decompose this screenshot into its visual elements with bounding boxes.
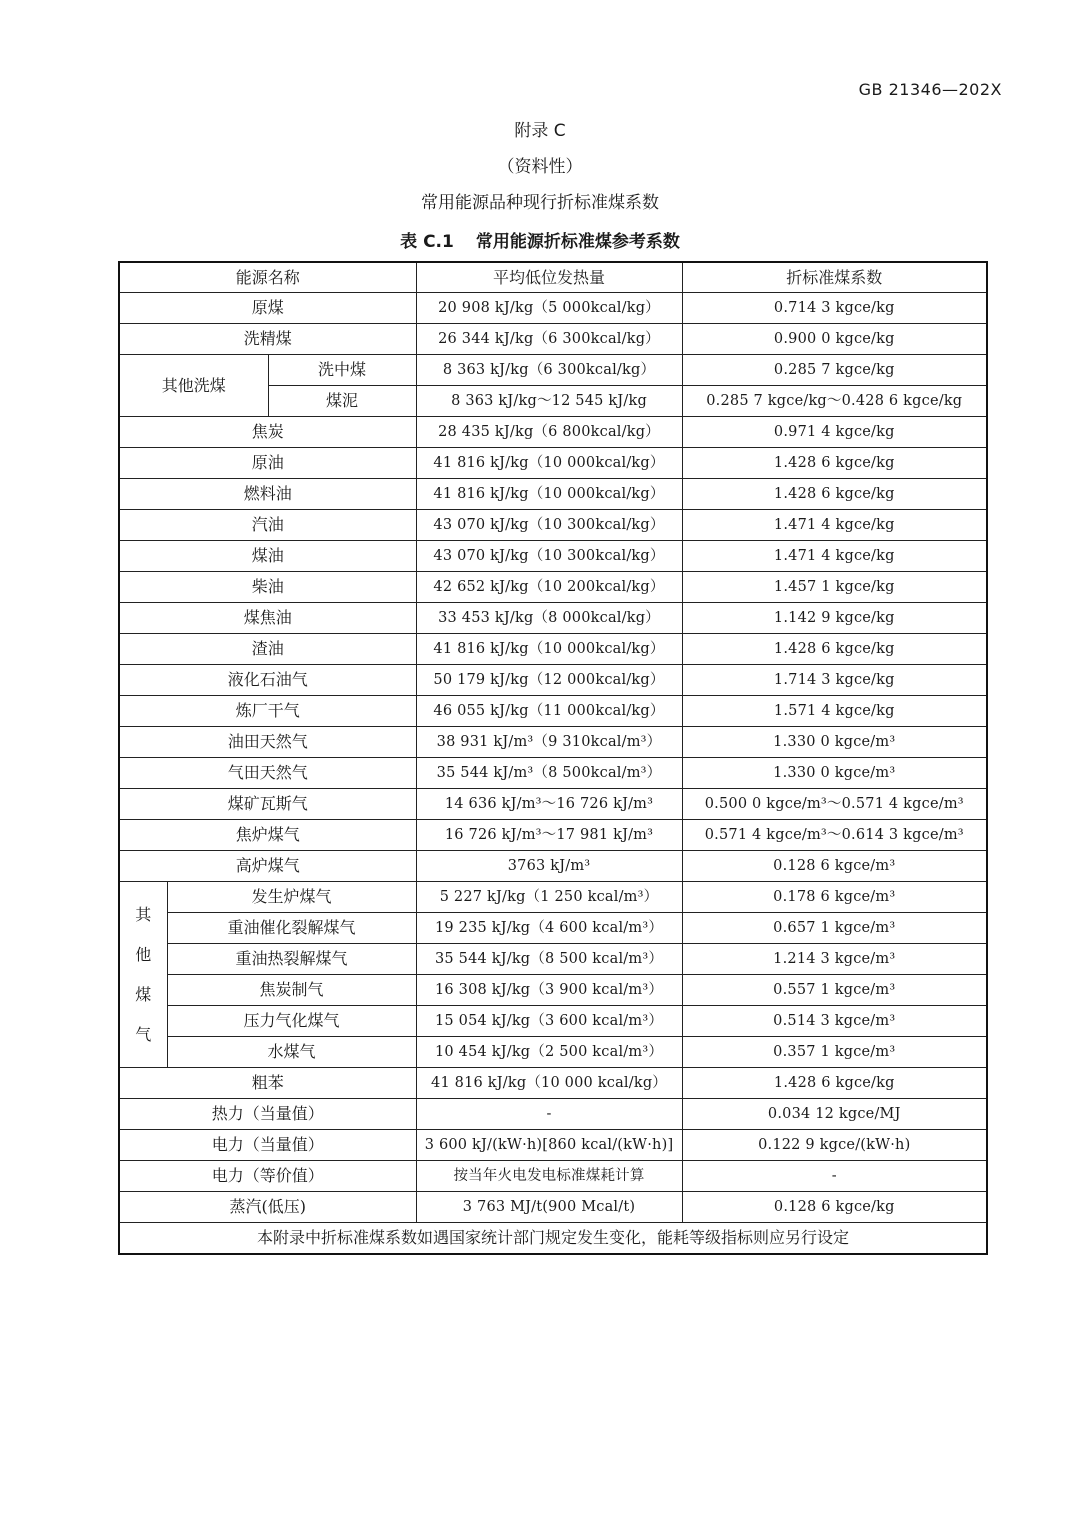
coef-value: 0.034 12 kgce/MJ [682,1099,987,1130]
coef-value: - [682,1161,987,1192]
heat-value: 42 652 kJ/kg（10 200kcal/kg） [416,572,682,603]
table-title: 常用能源折标准煤参考系数 [475,232,680,252]
table-header-row [119,262,987,293]
coef-value: 1.471 4 kgce/kg [682,510,987,541]
table-row [119,665,987,696]
heat-value: 19 235 kJ/kg（4 600 kcal/m³） [416,913,682,944]
energy-name: 渣油 [119,634,416,665]
energy-name: 洗中煤 [268,355,416,386]
coef-value: 1.457 1 kgce/kg [682,572,987,603]
table-row [119,975,987,1006]
coef-value: 1.330 0 kgce/m³ [682,758,987,789]
energy-name: 燃料油 [119,479,416,510]
heat-value: 41 816 kJ/kg（10 000kcal/kg） [416,448,682,479]
table-row [119,324,987,355]
energy-name: 原油 [119,448,416,479]
energy-name: 煤矿瓦斯气 [119,789,416,820]
energy-name: 煤焦油 [119,603,416,634]
appendix-title: 附录 C [514,121,566,141]
heat-value: 20 908 kJ/kg（5 000kcal/kg） [416,293,682,324]
table-body [119,262,987,1254]
coef-value: 1.428 6 kgce/kg [682,448,987,479]
energy-name: 粗苯 [119,1068,416,1099]
energy-name: 蒸汽(低压) [119,1192,416,1223]
heat-value: 10 454 kJ/kg（2 500 kcal/m³） [416,1037,682,1068]
heat-value: 8 363 kJ/kg～12 545 kJ/kg [416,386,682,417]
table-row [119,789,987,820]
heat-value: 3763 kJ/m³ [416,851,682,882]
energy-name: 热力（当量值） [119,1099,416,1130]
heat-value: 41 816 kJ/kg（10 000kcal/kg） [416,634,682,665]
table-row [119,758,987,789]
coef-value: 0.714 3 kgce/kg [682,293,987,324]
table-caption [0,227,1080,252]
coef-value: 0.571 4 kgce/m³～0.614 3 kgce/m³ [682,820,987,851]
coef-value: 1.428 6 kgce/kg [682,479,987,510]
energy-name: 重油催化裂解煤气 [167,913,416,944]
table-row [119,851,987,882]
coef-value: 1.142 9 kgce/kg [682,603,987,634]
coef-value: 0.500 0 kgce/m³～0.571 4 kgce/m³ [682,789,987,820]
heat-value: 38 931 kJ/m³（9 310kcal/m³） [416,727,682,758]
energy-name: 炼厂干气 [119,696,416,727]
table-row [119,1192,987,1223]
heat-value: 8 363 kJ/kg（6 300kcal/kg） [416,355,682,386]
heat-value: 46 055 kJ/kg（11 000kcal/kg） [416,696,682,727]
energy-name: 煤油 [119,541,416,572]
coef-value: 0.285 7 kgce/kg～0.428 6 kgce/kg [682,386,987,417]
table-row [119,541,987,572]
energy-name: 焦炭制气 [167,975,416,1006]
table-number: 表 C.1 [400,232,454,252]
heat-value: 28 435 kJ/kg（6 800kcal/kg） [416,417,682,448]
energy-name: 汽油 [119,510,416,541]
table-row [119,944,987,975]
energy-name: 原煤 [119,293,416,324]
coef-value: 1.214 3 kgce/m³ [682,944,987,975]
heat-value: 3 763 MJ/t(900 Mcal/t) [416,1192,682,1223]
coef-value: 0.178 6 kgce/m³ [682,882,987,913]
table-row [119,1006,987,1037]
table-row [119,1161,987,1192]
heat-value: 16 308 kJ/kg（3 900 kcal/m³） [416,975,682,1006]
appendix-nature: （资料性） [497,157,583,177]
appendix-subject: 常用能源品种现行折标准煤系数 [421,193,659,213]
energy-name: 电力（当量值） [119,1130,416,1161]
heat-value: 26 344 kJ/kg（6 300kcal/kg） [416,324,682,355]
table-row [119,1068,987,1099]
table-note-row [119,1223,987,1255]
table-row [119,634,987,665]
coef-value: 0.357 1 kgce/m³ [682,1037,987,1068]
coef-value: 0.285 7 kgce/kg [682,355,987,386]
heat-value: 41 816 kJ/kg（10 000 kcal/kg） [416,1068,682,1099]
coef-value: 0.514 3 kgce/m³ [682,1006,987,1037]
heat-value: 41 816 kJ/kg（10 000kcal/kg） [416,479,682,510]
heat-value: 5 227 kJ/kg（1 250 kcal/m³） [416,882,682,913]
table-row [119,1130,987,1161]
table-row [119,727,987,758]
heat-value: 50 179 kJ/kg（12 000kcal/kg） [416,665,682,696]
table-row [119,1037,987,1068]
table-row [119,448,987,479]
coef-value: 0.128 6 kgce/m³ [682,851,987,882]
table-row [119,417,987,448]
heat-value: 35 544 kJ/kg（8 500 kcal/m³） [416,944,682,975]
coef-value: 0.971 4 kgce/kg [682,417,987,448]
coef-value: 1.714 3 kgce/kg [682,665,987,696]
coef-value: 1.428 6 kgce/kg [682,634,987,665]
energy-name: 电力（等价值） [119,1161,416,1192]
energy-name: 高炉煤气 [119,851,416,882]
table-row [119,696,987,727]
energy-name: 重油热裂解煤气 [167,944,416,975]
coef-value: 1.571 4 kgce/kg [682,696,987,727]
table-row [119,1099,987,1130]
table-row [119,603,987,634]
energy-name: 柴油 [119,572,416,603]
heat-value: - [416,1099,682,1130]
coef-value: 0.128 6 kgce/kg [682,1192,987,1223]
energy-name: 水煤气 [167,1037,416,1068]
coef-value: 1.428 6 kgce/kg [682,1068,987,1099]
energy-name: 煤泥 [268,386,416,417]
energy-name: 气田天然气 [119,758,416,789]
coef-value: 0.122 9 kgce/(kW·h) [682,1130,987,1161]
energy-name: 焦炭 [119,417,416,448]
table-row [119,913,987,944]
table-row [119,882,987,913]
group-label-char: 煤 [135,984,152,1004]
group-label-char: 其 [135,904,152,924]
energy-name: 发生炉煤气 [167,882,416,913]
energy-name: 液化石油气 [119,665,416,696]
table-note: 本附录中折标准煤系数如遇国家统计部门规定发生变化，能耗等级指标则应另行设定 [119,1223,987,1255]
energy-name: 焦炉煤气 [119,820,416,851]
energy-name: 压力气化煤气 [167,1006,416,1037]
table-row [119,820,987,851]
group-label-washed-coal: 其他洗煤 [119,355,268,417]
coef-value: 0.557 1 kgce/m³ [682,975,987,1006]
heat-value: 35 544 kJ/m³（8 500kcal/m³） [416,758,682,789]
heat-value: 43 070 kJ/kg（10 300kcal/kg） [416,541,682,572]
table-row [119,355,987,386]
column-header-name: 能源名称 [119,262,416,293]
group-label-stack [124,905,163,1045]
column-header-coef: 折标准煤系数 [682,262,987,293]
heat-value: 43 070 kJ/kg（10 300kcal/kg） [416,510,682,541]
group-label-other-gas [119,882,167,1068]
standard-number: GB 21346—202X [858,80,1002,99]
table-row [119,293,987,324]
heat-value: 33 453 kJ/kg（8 000kcal/kg） [416,603,682,634]
heat-value: 3 600 kJ/(kW·h)[860 kcal/(kW·h)] [416,1130,682,1161]
energy-name: 洗精煤 [119,324,416,355]
table-row [119,572,987,603]
table-row [119,510,987,541]
heat-value: 按当年火电发电标准煤耗计算 [416,1161,682,1192]
heat-value: 14 636 kJ/m³～16 726 kJ/m³ [416,789,682,820]
coefficient-table [118,261,988,1255]
heat-value: 16 726 kJ/m³～17 981 kJ/m³ [416,820,682,851]
coef-value: 1.471 4 kgce/kg [682,541,987,572]
energy-name: 油田天然气 [119,727,416,758]
heat-value: 15 054 kJ/kg（3 600 kcal/m³） [416,1006,682,1037]
column-header-heat: 平均低位发热量 [416,262,682,293]
group-label-char: 气 [135,1024,152,1044]
coef-value: 1.330 0 kgce/m³ [682,727,987,758]
coef-value: 0.900 0 kgce/kg [682,324,987,355]
group-label-char: 他 [135,944,152,964]
coef-value: 0.657 1 kgce/m³ [682,913,987,944]
table-row [119,479,987,510]
